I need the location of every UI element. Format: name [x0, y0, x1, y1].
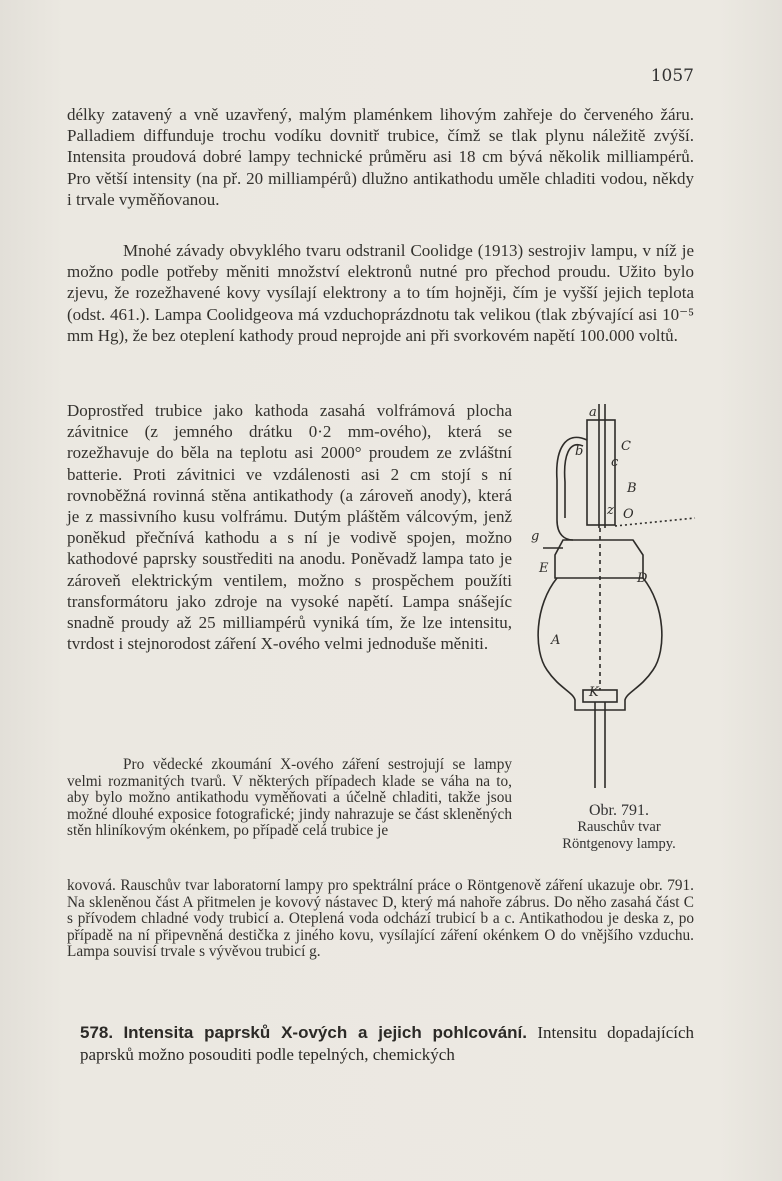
label-K: K	[589, 685, 599, 700]
section-number: 578.	[80, 1023, 114, 1042]
label-z: z	[607, 503, 614, 518]
label-b: b	[575, 444, 584, 459]
label-D: D	[637, 571, 648, 586]
paragraph-1: délky zatavený a vně uzavřený, malým plaménkem lihovým zahřeje do červeného žáru. Palladiem diffunduje trochu vodíku dovnitř trubice, čímž se tlak plynu náležitě zvýší. Intensita proudová dobré lampy technické průměru asi 18 cm bývá několik milliampérů. Pro větší intensity (na př. 20 milliampérů) dlužno antikathodu uměle chladiti vodou, někdy i trvale vyměňovanou.	[67, 105, 694, 209]
label-C: C	[621, 439, 631, 454]
label-a: a	[589, 405, 597, 420]
label-g: g	[531, 529, 540, 544]
paragraph-4: Pro vědecké zkoumání X-ového záření sestrojují se lampy velmi rozmanitých tvarů. V některých případech klade se váha na to, aby bylo možno antikathodu vyměňovati a účelně chladiti, takže jsou možné dlouhé exposice fotografické; jindy nahrazuje se část skleněných stěn hliníkovým okénkem, po případě celá trubice je	[67, 756, 512, 840]
label-c: c	[611, 455, 619, 470]
section-text: Intensitu dopadajících paprsků možno posouditi podle tepelných, chemických	[80, 1023, 695, 1064]
label-E: E	[539, 561, 549, 576]
figure-caption	[524, 802, 714, 853]
paragraph-3: Doprostřed trubice jako kathoda zasahá volfrámová plocha závitnice (z jemného drátku 0·2 mm-ového), která se rozežhavuje do běla na teplotu asi 2000° proudem ze zvláštní batterie. Proti závitnici ve vzdálenosti asi 2 cm stojí s ní rovnoběžná rovinná stěna antikathody (a zároveň anody), která je z massivního kusu volfrámu. Dutým pláštěm válcovým, jenž poněkud přečnívá kathodu a s ní je vodivě spojen, možno kathodové paprsky soustřediti na anodu. Poněvadž lampa tato je zároveň elektrickým ventilem, možno s prospěchem použíti transformátoru jako zdroje na vysoké napětí. Lampa snášejíc snadně proudy až 25 milliampérů vyniká tím, že lze intensitu, tvrdost i stejnorodost záření X-ového velmi jednoduše měniti.	[67, 401, 512, 654]
caption-line-2: Röntgenovy lampy.	[562, 836, 676, 852]
paragraph-2: Mnohé závady obvyklého tvaru odstranil Coolidge (1913) sestrojiv lampu, v níž je možno podle potřeby měniti množství elektronů nutné pro přechod proudu. Užito bylo zjevu, že rozežhavené kovy vysílají elektrony a to tím hojněji, čím je vyšší jejich teplota (odst. 461.). Lampa Coolidgeova má vzduchoprázdnotu tak velikou (tlak zbývající asi 10⁻⁵ mm Hg), že bez oteplení kathody proud neprojde ani při svorkovém napětí 100.000 voltů.	[67, 241, 694, 345]
page-number: 1057	[650, 66, 694, 86]
label-A: A	[551, 633, 561, 648]
caption-number: Obr. 791.	[589, 802, 649, 819]
section-heading	[80, 1022, 694, 1066]
paragraph-5: kovová. Rauschův tvar laboratorní lampy pro spektrální práce o Röntgenově záření ukazuje obr. 791. Na skleněnou část A přitmelen je kovový nástavec D, který má nahoře zábrus. Do něho zasahá část C s přívodem chladné vody trubicí a. Oteplená voda odchází trubicí b a c. Antikathodou je deska z, po případě na ní připevněná destička z jiného kovu, vysílající záření okénkem O do vnějšího vzduchu. Lampa souvisí trvale s vývěvou trubicí g.	[67, 877, 694, 961]
caption-line-1: Rauschův tvar	[577, 819, 661, 835]
xray-tube-figure	[525, 400, 700, 790]
section-title: Intensita paprsků X-ových a jejich pohlcování.	[123, 1023, 528, 1042]
label-B: B	[627, 481, 637, 496]
label-O: O	[623, 507, 634, 522]
